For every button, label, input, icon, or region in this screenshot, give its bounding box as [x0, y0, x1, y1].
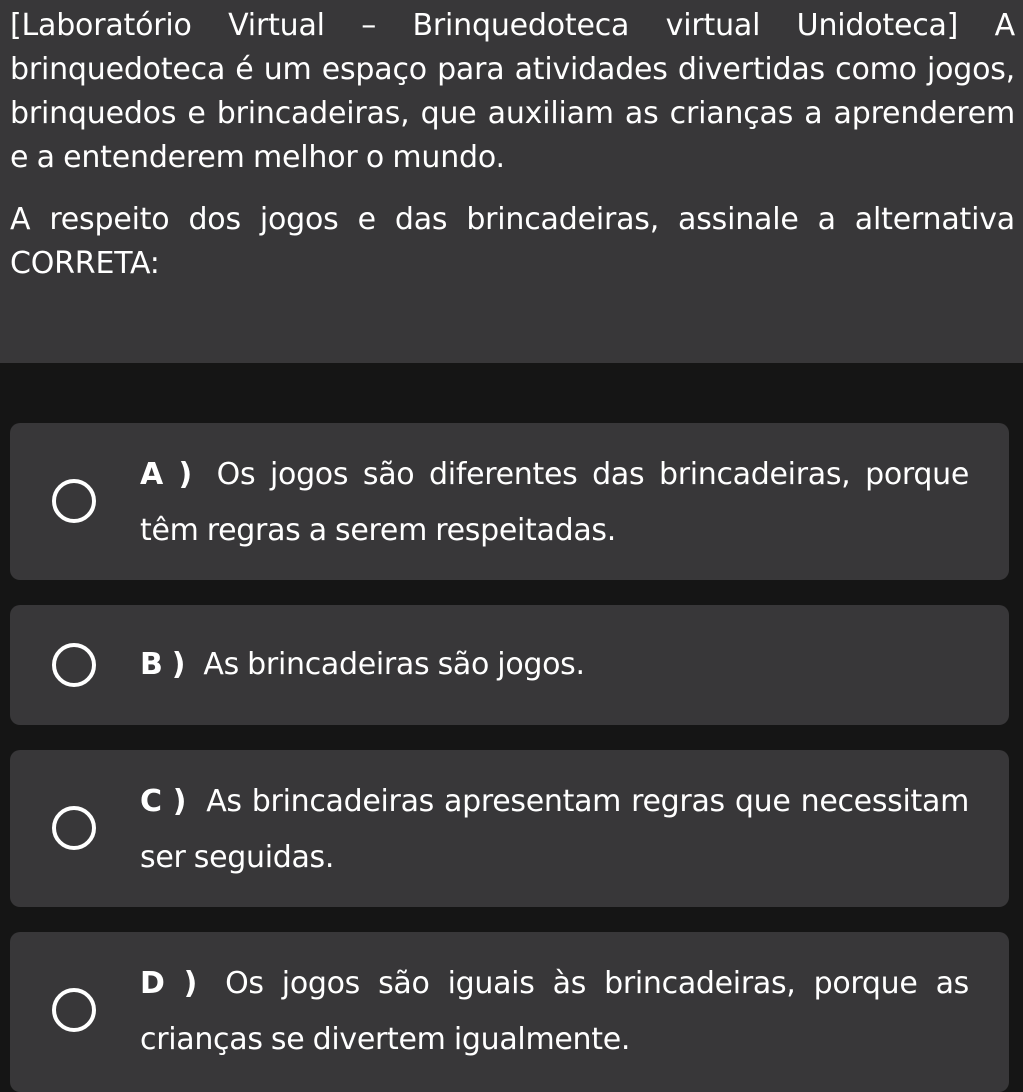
question-prompt: A respeito dos jogos e das brincadeiras, assinale a alternativa CORRETA: — [10, 202, 1015, 281]
option-d-body — [140, 956, 969, 1068]
option-b-body — [140, 637, 969, 693]
option-c-body — [140, 774, 969, 886]
option-b-letter: B ) — [140, 647, 186, 682]
radio-option-a[interactable] — [52, 479, 96, 523]
radio-option-b[interactable] — [52, 643, 96, 687]
option-c-text: As brincadeiras apresentam regras que necessitam ser seguidas. — [140, 784, 969, 875]
question-text: [Laboratório Virtual – Brinquedoteca virtual Unidoteca] A brinquedoteca é um espaço para atividades divertidas como jogos, brinquedos e brincadeiras, que auxiliam as crianças a aprenderem e a entenderem melhor o mundo. — [10, 8, 1015, 175]
question-panel — [0, 0, 1023, 363]
option-a-body — [140, 447, 969, 559]
radio-option-d[interactable] — [52, 988, 96, 1032]
option-b[interactable] — [10, 605, 1009, 725]
radio-option-c[interactable] — [52, 806, 96, 850]
option-c-letter: C ) — [140, 784, 187, 819]
option-a-text: Os jogos são diferentes das brincadeiras, porque têm regras a serem respeitadas. — [140, 457, 969, 548]
option-d[interactable] — [10, 932, 1009, 1092]
option-d-letter: D ) — [140, 966, 197, 1001]
option-a[interactable] — [10, 423, 1009, 580]
option-d-text: Os jogos são iguais às brincadeiras, porque as crianças se divertem igualmente. — [140, 966, 969, 1057]
option-c[interactable] — [10, 750, 1009, 907]
option-a-letter: A ) — [140, 457, 192, 492]
option-b-text: As brincadeiras são jogos. — [203, 647, 585, 682]
